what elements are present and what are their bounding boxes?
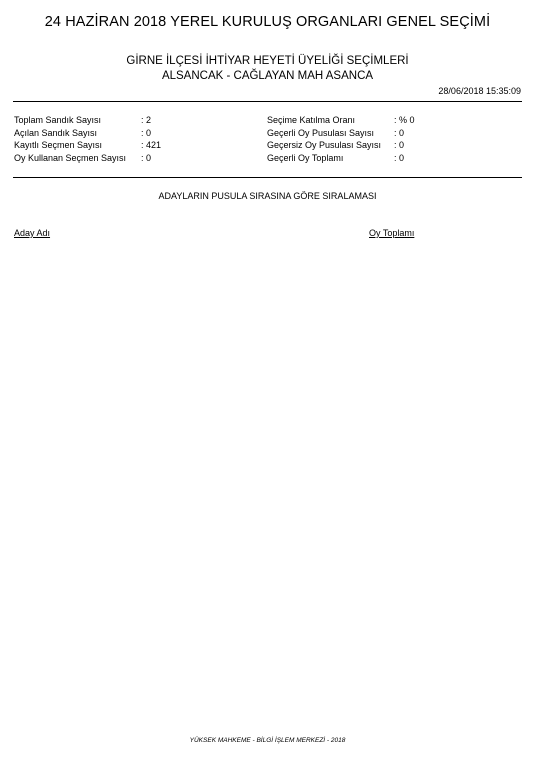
- stat-label: Toplam Sandık Sayısı: [14, 115, 102, 125]
- stats-right-block: [267, 114, 517, 166]
- stats-left-block: [14, 114, 254, 166]
- subtitle-location: ALSANCAK - CAĞLAYAN MAH ASANCA: [161, 70, 374, 82]
- report-timestamp: 28/06/2018 15:35:09: [438, 86, 521, 96]
- stat-value: : 0: [141, 152, 152, 163]
- stat-label: Oy Kullanan Seçmen Sayısı: [14, 152, 127, 163]
- page-title: 24 HAZİRAN 2018 YEREL KURULUŞ ORGANLARI GENEL SEÇİMİ: [44, 14, 491, 30]
- bottom-divider: [13, 177, 522, 178]
- column-header-candidate-name: Aday Adı: [14, 228, 51, 238]
- stat-label: Geçersiz Oy Pusulası Sayısı: [267, 140, 382, 150]
- column-header-vote-total: Oy Toplamı: [369, 228, 415, 238]
- top-divider: [13, 101, 522, 102]
- subtitle-election: GİRNE İLÇESİ İHTİYAR HEYETİ ÜYELİĞİ SEÇİMLERİ: [126, 55, 409, 67]
- footer-text: YÜKSEK MAHKEME - BİLGİ İŞLEM MERKEZİ - 2018: [189, 737, 346, 744]
- stat-label: Kayıtlı Seçmen Sayısı: [14, 140, 103, 150]
- stat-value: : 421: [141, 140, 162, 150]
- stat-label: Geçerli Oy Pusulası Sayısı: [267, 127, 375, 138]
- stat-value: : % 0: [394, 115, 415, 125]
- stat-value: : 0: [141, 127, 152, 138]
- stat-value: : 2: [141, 115, 152, 125]
- stat-value: : 0: [394, 127, 405, 138]
- stat-label: Geçerli Oy Toplamı: [267, 152, 344, 163]
- stat-label: Seçime Katılma Oranı: [267, 115, 356, 125]
- stat-value: : 0: [394, 140, 405, 150]
- stat-label: Açılan Sandık Sayısı: [14, 127, 98, 138]
- stat-value: : 0: [394, 152, 405, 163]
- section-title: ADAYLARIN PUSULA SIRASINA GÖRE SIRALAMASI: [158, 191, 377, 201]
